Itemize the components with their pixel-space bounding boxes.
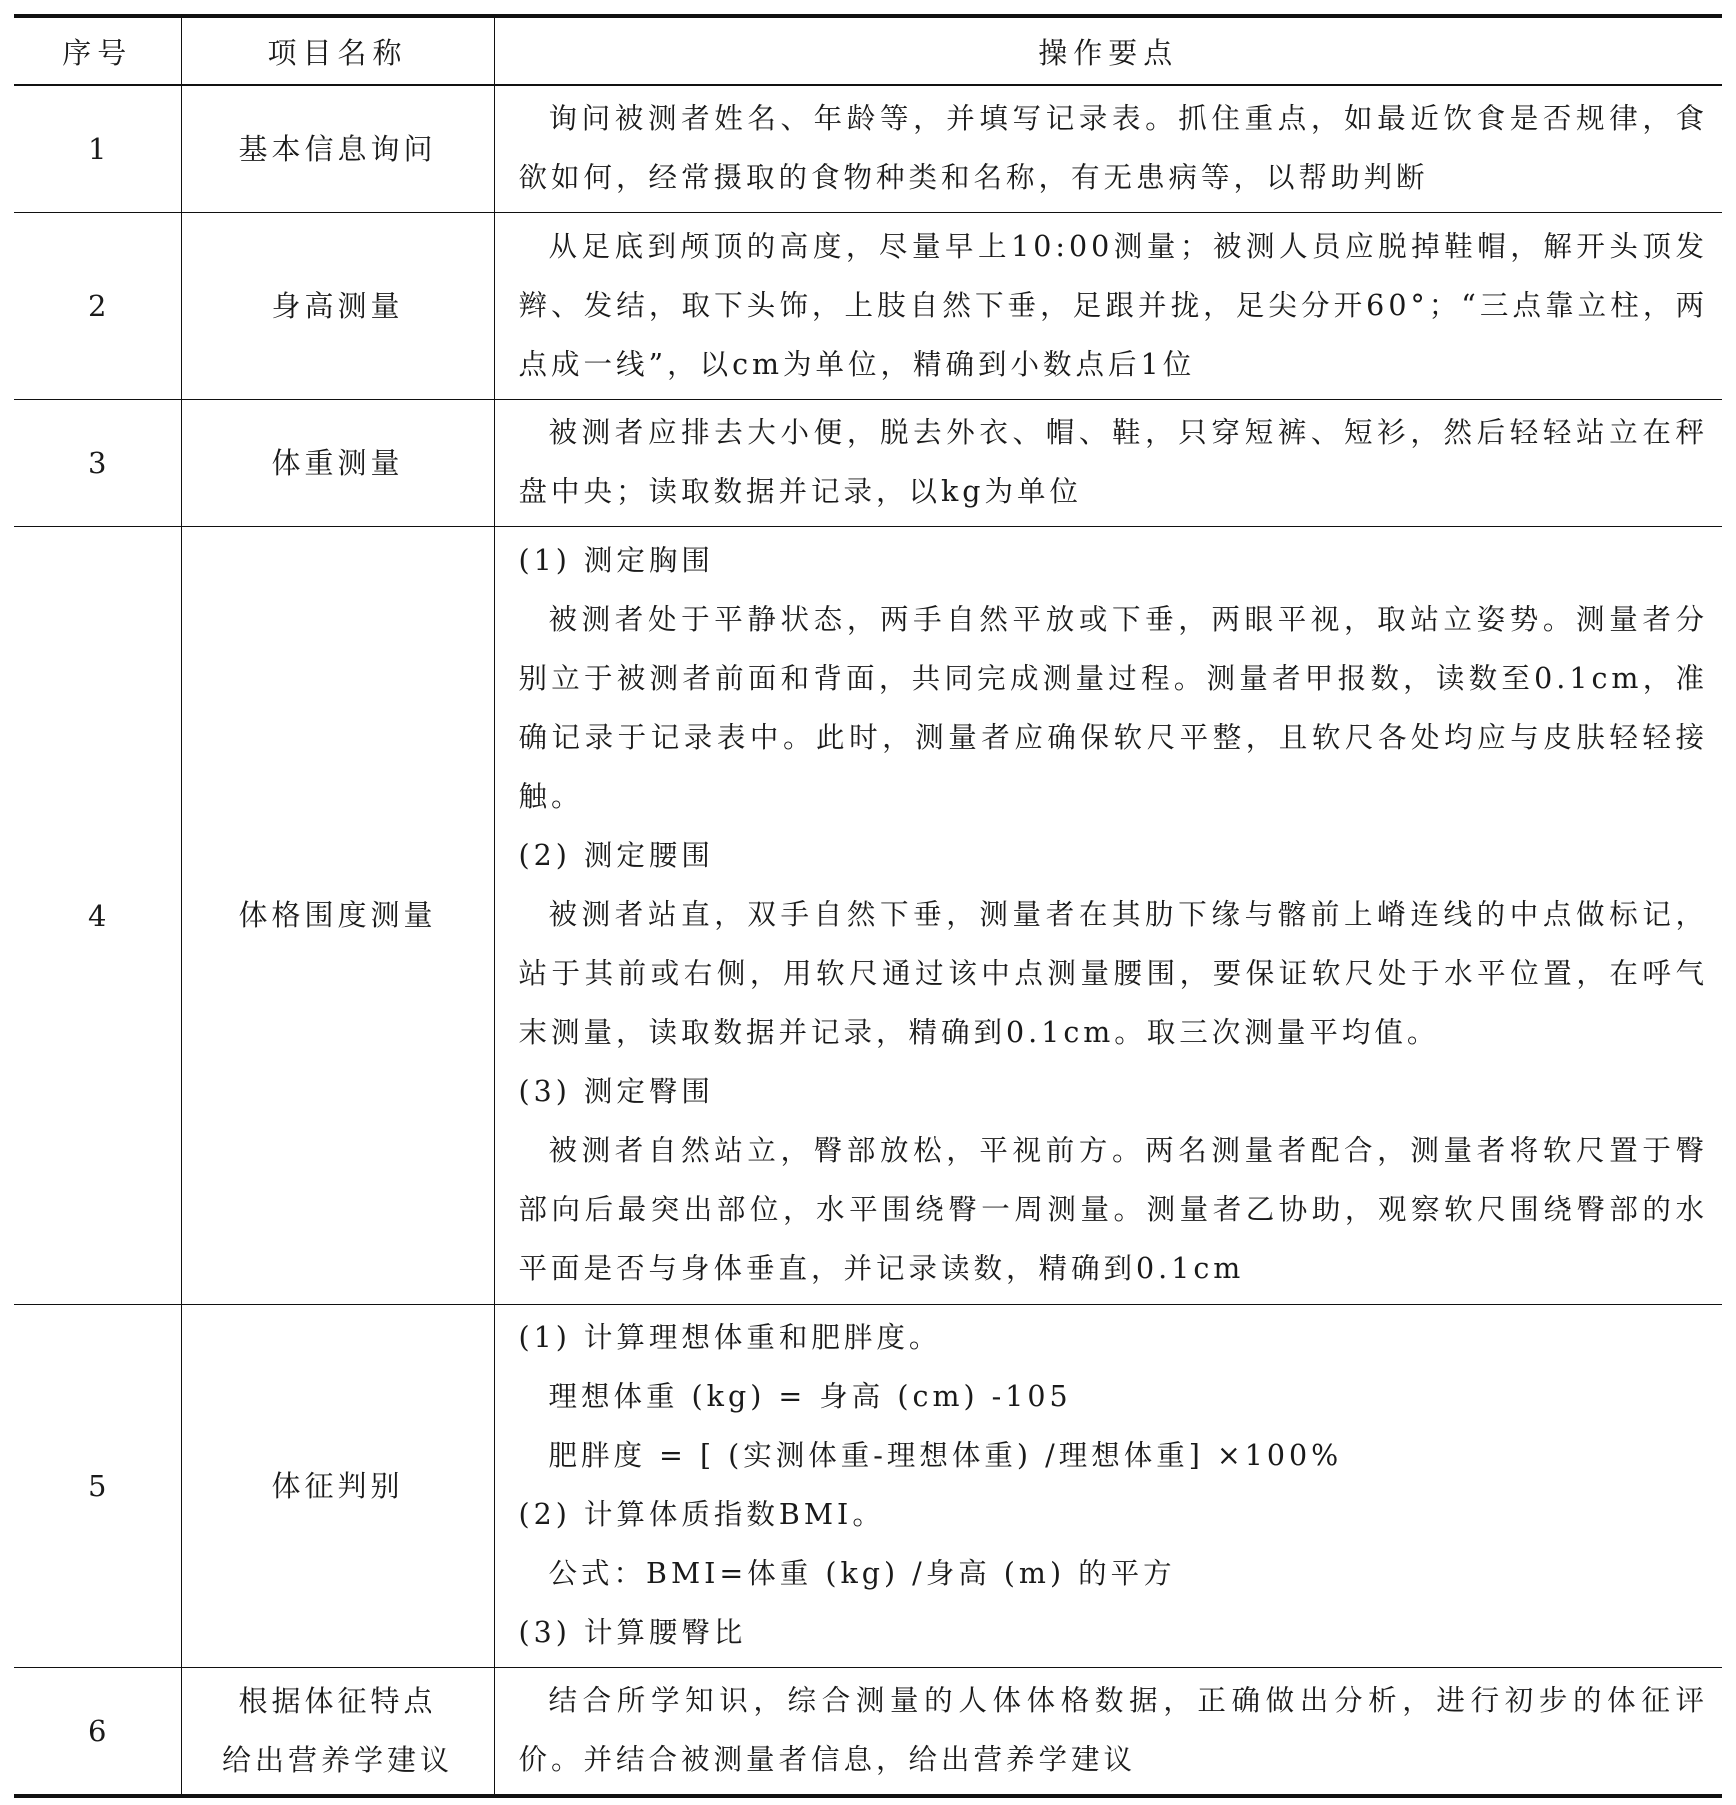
- table-row: [14, 400, 1722, 527]
- hip-text: 被测者自然站立，臀部放松，平视前方。两名测量者配合，测量者将软尺置于臀部向后最突出部位，水平围绕臀一周测量。测量者乙协助，观察软尺围绕臀部的水平面是否与身体垂直，并记录读数，精确到0.1cm: [518, 1134, 1708, 1285]
- row-item-name: [181, 1668, 494, 1797]
- row-item-name: 身高测量: [181, 213, 494, 400]
- row-number: 6: [14, 1668, 181, 1797]
- waist-heading: (2) 测定腰围: [518, 839, 714, 872]
- bmi-heading: (2) 计算体质指数BMI。: [518, 1498, 885, 1531]
- chest-text: 被测者处于平静状态，两手自然平放或下垂，两眼平视，取站立姿势。测量者分别立于被测者前面和背面，共同完成测量过程。测量者甲报数，读数至0.1cm，准确记录于记录表中。此时，测量者应确保软尺平整，且软尺各处均应与皮肤轻轻接触。: [518, 603, 1708, 813]
- operation-table: [14, 14, 1722, 1798]
- table-header-row: [14, 16, 1722, 85]
- waist-text: 被测者站直，双手自然下垂，测量者在其肋下缘与髂前上嵴连线的中点做标记，站于其前或右侧，用软尺通过该中点测量腰围，要保证软尺处于水平位置，在呼气末测量，读取数据并记录，精确到0.1cm。取三次测量平均值。: [518, 898, 1708, 1049]
- header-item-name: 项目名称: [181, 16, 494, 85]
- header-number: 序号: [14, 16, 181, 85]
- description-text: 被测者应排去大小便，脱去外衣、帽、鞋，只穿短裤、短衫，然后轻轻站立在秤盘中央；读取数据并记录，以kg为单位: [518, 416, 1708, 508]
- row-item-name: 基本信息询问: [181, 85, 494, 213]
- obesity-formula: 肥胖度 = [ (实测体重-理想体重) /理想体重] ×100%: [548, 1439, 1343, 1472]
- row-number: 5: [14, 1305, 181, 1668]
- chest-heading: (1) 测定胸围: [518, 544, 714, 577]
- waist-hip-heading: (3) 计算腰臀比: [518, 1616, 747, 1649]
- row-number: 1: [14, 85, 181, 213]
- header-operation-points: 操作要点: [1038, 35, 1179, 70]
- row-description: [494, 1305, 1722, 1668]
- row-description: [494, 527, 1722, 1305]
- description-text: 结合所学知识，综合测量的人体体格数据，正确做出分析，进行初步的体征评价。并结合被测量者信息，给出营养学建议: [518, 1684, 1708, 1776]
- description-text: 询问被测者姓名、年龄等，并填写记录表。抓住重点，如最近饮食是否规律，食欲如何，经常摄取的食物种类和名称，有无患病等，以帮助判断: [518, 102, 1708, 194]
- table-row: [14, 527, 1722, 1305]
- ideal-weight-formula: 理想体重 (kg) = 身高 (cm) -105: [548, 1380, 1072, 1413]
- row-number: 3: [14, 400, 181, 527]
- ideal-weight-heading: (1) 计算理想体重和肥胖度。: [518, 1321, 942, 1354]
- row-item-name-line-1: 根据体征特点: [238, 1684, 437, 1718]
- bmi-formula: 公式：BMI=体重 (kg) /身高 (m) 的平方: [548, 1557, 1176, 1590]
- hip-heading: (3) 测定臀围: [518, 1075, 714, 1108]
- row-item-name-line-2: 给出营养学建议: [221, 1743, 453, 1777]
- row-description: [494, 1668, 1722, 1797]
- row-description: [494, 213, 1722, 400]
- row-item-name: 体格围度测量: [181, 527, 494, 1305]
- description-text: 从足底到颅顶的高度，尽量早上10:00测量；被测人员应脱掉鞋帽，解开头顶发辫、发结，取下头饰，上肢自然下垂，足跟并拢，足尖分开60°；“三点靠立柱，两点成一线”，以cm为单位，精确到小数点后1位: [518, 229, 1708, 381]
- page: [14, 14, 1722, 1798]
- row-number: 2: [14, 213, 181, 400]
- table-row: [14, 1305, 1722, 1668]
- row-item-name: 体重测量: [181, 400, 494, 527]
- table-row: [14, 85, 1722, 213]
- table-row: [14, 1668, 1722, 1797]
- row-description: [494, 400, 1722, 527]
- row-number: 4: [14, 527, 181, 1305]
- table-row: [14, 213, 1722, 400]
- row-item-name: 体征判别: [181, 1305, 494, 1668]
- row-description: [494, 85, 1722, 213]
